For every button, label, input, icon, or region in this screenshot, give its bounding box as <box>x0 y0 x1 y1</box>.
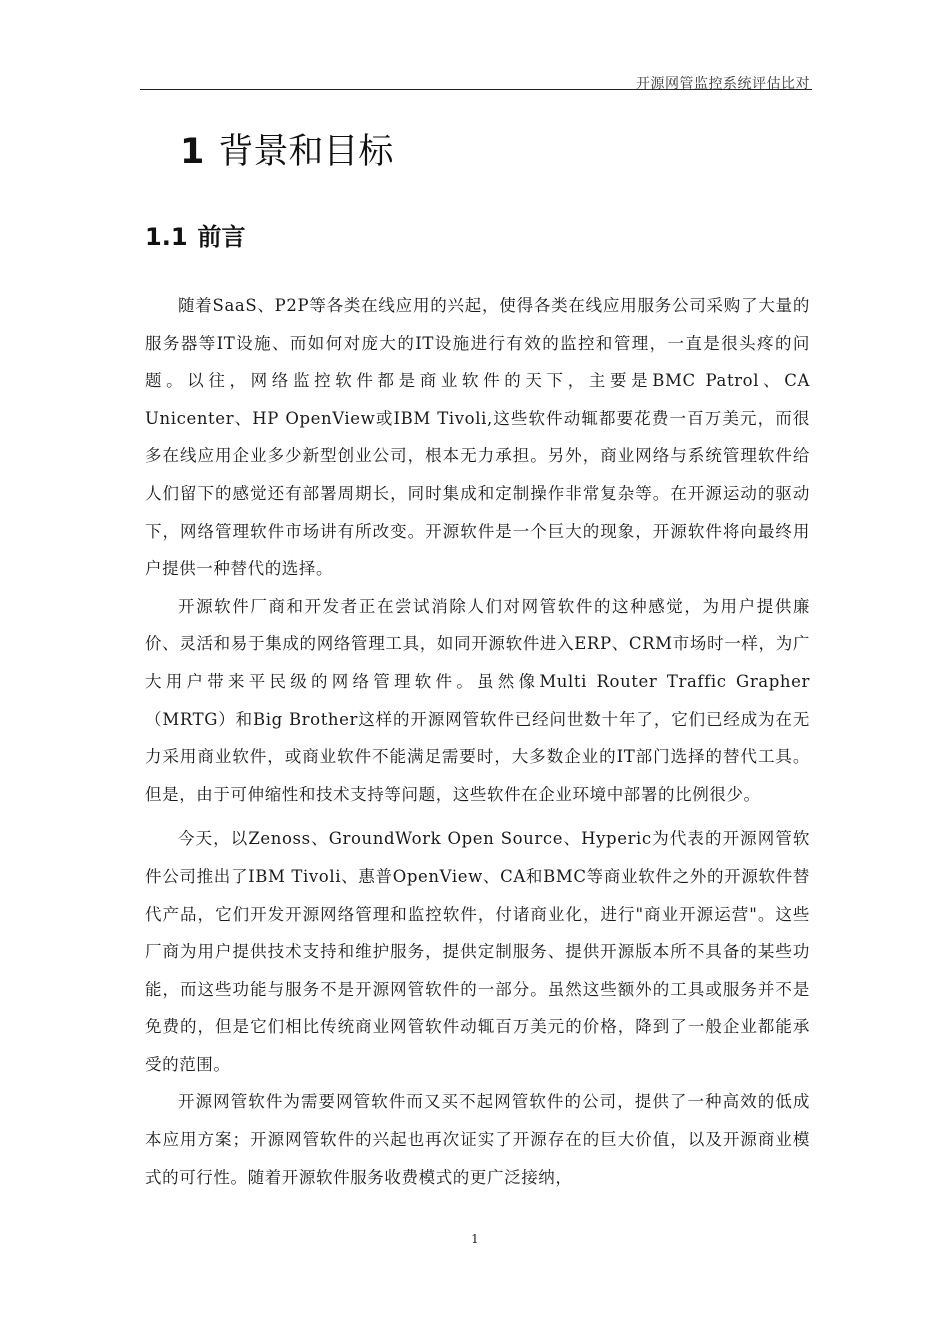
chapter-title: 背景和目标 <box>218 132 394 172</box>
body-text <box>145 287 810 1196</box>
section-heading <box>145 217 246 252</box>
running-header: 开源网管监控系统评估比对 <box>636 76 810 92</box>
page-number: 1 <box>471 1232 479 1246</box>
section-number: 1.1 <box>145 223 188 251</box>
paragraph: 随着SaaS、P2P等各类在线应用的兴起，使得各类在线应用服务公司采购了大量的服务器等IT设施、而如何对庞大的IT设施进行有效的监控和管理，一直是很头疼的问题。以往，网络监控软件都是商业软件的天下，主要是BMC Patrol、CA Unicenter、HP OpenView或IBM Tivoli,这些软件动辄都要花费一百万美元，而很多在线应用企业多少新型创业公司，根本无力承担。另外，商业网络与系统管理软件给人们留下的感觉还有部署周期长，同时集成和定制操作非常复杂等。在开源运动的驱动下，网络管理软件市场讲有所改变。开源软件是一个巨大的现象，开源软件将向最终用户提供一种替代的选择。 <box>145 296 810 579</box>
chapter-heading <box>180 124 393 174</box>
header-rule <box>140 89 812 90</box>
paragraph: 开源软件厂商和开发者正在尝试消除人们对网管软件的这种感觉，为用户提供廉价、灵活和易于集成的网络管理工具，如同开源软件进入ERP、CRM市场时一样，为广大用户带来平民级的网络管理软件。虽然像Multi Router Traffic Grapher（MRTG）和Big Brother这样的开源网管软件已经问世数十年了，它们已经成为在无力采用商业软件，或商业软件不能满足需要时，大多数企业的IT部门选择的替代工具。但是，由于可伸缩性和技术支持等问题，这些软件在企业环境中部署的比例很少。 <box>145 596 810 804</box>
chapter-number: 1 <box>180 132 205 172</box>
paragraph: 今天，以Zenoss、GroundWork Open Source、Hyperic为代表的开源网管软件公司推出了IBM Tivoli、惠普OpenView、CA和BMC等商业软件之外的开源软件替代产品，它们开发开源网络管理和监控软件，付诸商业化，进行"商业开源运营"。这些厂商为用户提供技术支持和维护服务，提供定制服务、提供开源版本所不具备的某些功能，而这些功能与服务不是开源网管软件的一部分。虽然这些额外的工具或服务并不是免费的，但是它们相比传统商业网管软件动辄百万美元的价格，降到了一般企业都能承受的范围。 <box>145 829 810 1074</box>
paragraph: 开源网管软件为需要网管软件而又买不起网管软件的公司，提供了一种高效的低成本应用方案；开源网管软件的兴起也再次证实了开源存在的巨大价值，以及开源商业模式的可行性。随着开源软件服务收费模式的更广泛接纳， <box>145 1092 810 1187</box>
section-title: 前言 <box>197 223 246 251</box>
